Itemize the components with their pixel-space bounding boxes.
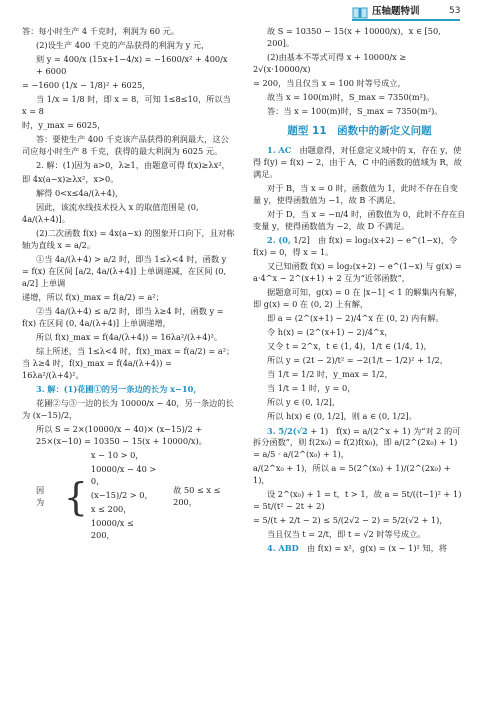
text-line: 2. 解：(1)因为 a>0，λ≥1，由题意可得 f(x)≥λx²， (36, 160, 230, 171)
formula-line: 当 1/t = 1 时，y = 0， (267, 383, 356, 394)
formula-line: 故 S = 10350 − 15(x + 10000/x)，x ∈ [50, 200]。 (267, 26, 441, 48)
text-line: (2)设生产 400 千克的产品获得的利润为 y 元， (36, 40, 210, 51)
formula-line: 即 a = (2^(x+1) − 2)/4^x 在 (0, 2) 内有解。 (267, 312, 444, 323)
page-number: 53 (449, 6, 461, 16)
formula-line: 解得 0<x≤4a/(λ+4)， (36, 188, 124, 199)
formula-line: 设 2^(x₀) + 1 = t，t > 1，故 a = 5t/((t−1)² + 1) = 5t/(t² − 2t + 2) (253, 489, 462, 512)
text-line: 据题意可知，g(x) = 0 在 |x−1| < 1 的解集内有解，即 g(x) = 0 在 (0, 2) 上有解， (253, 286, 463, 309)
case-item: (x−15)/2 > 0， (90, 489, 153, 500)
case-item: 10000/x ≤ 200， (90, 517, 134, 540)
text-line: 因此，该流水线技术投入 x 的取值范围是 (0, 4a/(λ+4)]。 (22, 202, 199, 225)
text-line: 当且仅当 t = 2/t，即 t = √2 时等号成立。 (267, 529, 426, 540)
brace-icon: { (63, 474, 88, 519)
text-line: 当 1/x = 1/8 时，即 x = 8，可知 1≤8≤10，所以当 x = 8 (22, 94, 231, 117)
formula-line: = 5/(t + 2/t − 2) ≤ 5/(2√2 − 2) = 5/2(√2 + 1)， (253, 515, 448, 526)
text-line: 答：要使生产 400 千克该产品获得的利润最大，这公司应每小时生产 8 千克，获得的最大利润为 6025 元。 (22, 134, 229, 157)
text-line: 即 4x(a−x)≥λx²，x>0。 (22, 174, 119, 185)
case-suffix: 故 50 ≤ x ≤ 200， (173, 484, 221, 507)
answer-2: 2. (0, 1/2] 由 f(x) = log₂(x+2) − e^(1−x)，令 f(x) = 0，得 x = 1。 (253, 235, 458, 257)
answer-1: 1. AC 由题意得，对任意定义域中的 x，存在 y，使得 f(y) = f(x) − 2，由于 A，C 中的函数的值域为 R，故满足。 (253, 145, 462, 179)
right-column (253, 26, 466, 558)
formula-line: 所以 S = 2×(10000/x − 40)× (x−15)/2 + 25×(x−10) = 10350 − 15(x + 10000/x)。 (36, 424, 207, 447)
text-line: ②当 4a/(λ+4) ≤ a/2 时，即当 λ≥4 时，函数 y = f(x) 在区间 (0, 4a/(λ+4)] 上单调递增， (22, 306, 224, 329)
answer-3: 3. 5/2(√2 + 1) f(x) = a/(2^x + 1) 为“对 2 的可拆分函数”，则 f(2x₀) = f(2)f(x₀)，即 a/(2^(2x₀) + 1) = a/5 · a/(2^(x₀) + 1)， (253, 425, 461, 460)
text-line: 答：当 x = 100(m)时，S_max = 7350(m²)。 (267, 106, 443, 117)
answer-4: 4. ABD 由 f(x) = x²，g(x) = (x − 1)² 知，将 (267, 543, 447, 554)
page-header (0, 0, 480, 26)
formula-line: 则 y = 400/x (15x+1−4/x) = −1600/x² + 400/x + 6000 (36, 54, 228, 77)
text-line: 故当 x = 100(m)时，S_max = 7350(m²)。 (267, 92, 435, 103)
formula-line: = −1600 (1/x − 1/8)² + 6025， (22, 80, 151, 91)
case-list (91, 450, 159, 543)
formula-line: 当 1/t = 1/2 时，y_max = 1/2， (267, 369, 393, 380)
case-item: x − 10 > 0， (90, 450, 144, 461)
text-line: 时，y_max = 6025， (22, 120, 106, 131)
text-line: 花圃②与③一边的长为 10000/x − 40，另一条边的长为 (x−15)/2， (22, 398, 234, 421)
text-line: 对于 D，当 x = −π/4 时，函数值为 0，此时不存在自变量 y，使得函数值为 −2，故 D 不满足。 (253, 209, 466, 231)
text-line: (2)由基本不等式可得 x + 10000/x ≥ 2√(x·10000/x) (253, 51, 407, 74)
section-title: 题型 11 函数中的新定义问题 (287, 124, 432, 137)
formula-line: 令 h(x) = (2^(x+1) − 2)/4^x， (267, 326, 393, 337)
formula-line: 又令 t = 2^x，t ∈ (1, 4)，1/t ∈ (1/4, 1)， (267, 341, 432, 352)
case-item: x ≤ 200， (90, 503, 132, 514)
case-block (22, 450, 235, 543)
header-rule (352, 19, 460, 21)
formula-line: a/(2^x₀ + 1)，所以 a = 5(2^(x₀) + 1)/(2^(2x₀) + 1)， (253, 463, 451, 486)
text-line: = 200，当且仅当 x = 100 时等号成立， (253, 77, 406, 88)
formula-line: 所以 h(x) ∈ (0, 1/2]，则 a ∈ (0, 1/2]。 (267, 411, 417, 422)
text-line: 对于 B，当 x = 0 时，函数值为 1，此时不存在自变量 y，使得函数值为 −1，故 B 不满足。 (253, 183, 458, 205)
text-line: ①当 4a/(λ+4) > a/2 时，即当 1≤λ<4 时，函数 y = f(x) 在区间 [a/2, 4a/(λ+4)] 上单调递减，在区间 (0, a/2] 上单调 (22, 254, 227, 289)
text-line: 又已知函数 f(x) = log₂(x+2) − e^(1−x) 与 g(x) = a·4^x − 2^(x+1) + 2 互为“近邻函数”， (253, 260, 462, 283)
formula-line: 所以 y ∈ (0, 1/2]， (267, 397, 341, 408)
formula-line: 所以 y = (2t − 2)/t² = −2(1/t − 1/2)² + 1/2， (267, 355, 448, 366)
text-line: 3. 解：(1)花圃①的另一条边的长为 x−10， (36, 384, 202, 395)
book-logo-icon (352, 6, 368, 20)
text-line: (2)二次函数 f(x) = 4x(a−x) 的图象开口向下，且对称轴为直线 x = a/2。 (22, 228, 235, 251)
case-item: 10000/x − 40 > 0， (90, 464, 157, 487)
text-line: 答：每小时生产 4 千克时，利润为 60 元。 (22, 26, 180, 36)
text-line: 递增，所以 f(x)_max = f(a/2) = a²； (22, 292, 164, 303)
case-prefix: 因为 (36, 484, 45, 507)
formula-line: 所以 f(x)_max = f(4a/(λ+4)) = 16λa²/(λ+4)²。 (36, 332, 223, 343)
series-title: 压轴题特训 (372, 6, 420, 17)
left-column (22, 26, 235, 543)
text-line: 综上所述，当 1≤λ<4 时，f(x)_max = f(a/2) = a²；当 λ≥4 时，f(x)_max = f(4a/(λ+4)) = 16λa²/(λ+4)²。 (22, 346, 235, 381)
